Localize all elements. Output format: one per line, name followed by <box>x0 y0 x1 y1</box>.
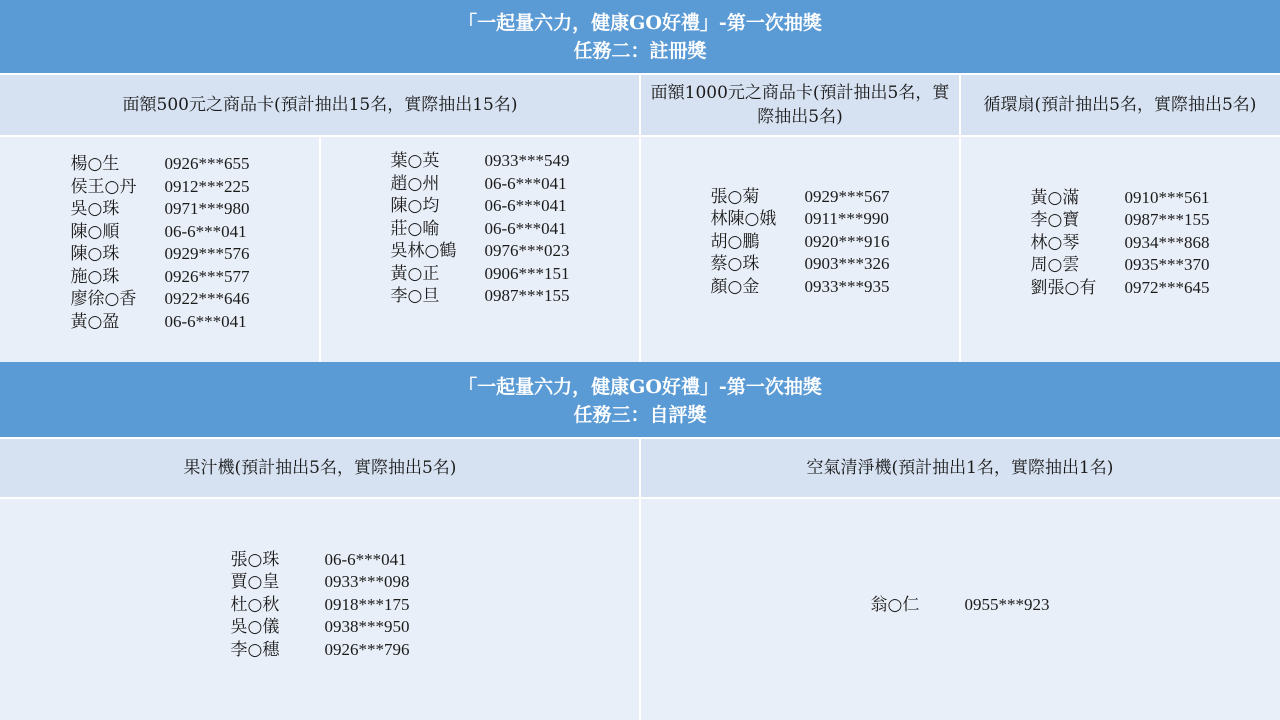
winner-name: 趙○州 <box>390 173 440 194</box>
winner-name: 黃○滿 <box>1030 187 1080 208</box>
winner-phone: 0912***225 <box>164 176 250 196</box>
winner-phone: 06-6***041 <box>484 218 567 238</box>
section3-title: 「一起量六力，健康GO好禮」-第一次抽獎 <box>458 376 822 398</box>
section2-title: 「一起量六力，健康GO好禮」-第一次抽獎 <box>458 12 822 34</box>
winner-row <box>71 288 250 311</box>
winner-name: 林○琴 <box>1030 232 1080 253</box>
winner-phone: 0938***950 <box>324 617 410 637</box>
winner-phone: 06-6***041 <box>484 196 567 216</box>
winner-name: 莊○喻 <box>390 218 440 239</box>
winner-name: 張○菊 <box>710 186 760 207</box>
winner-phone: 0933***098 <box>324 572 410 592</box>
winner-phone: 0906***151 <box>484 263 570 283</box>
winner-list <box>871 594 1050 617</box>
winner-row <box>71 221 250 244</box>
section2-col-b-header: 面額1000元之商品卡(預計抽出5名，實際抽出5名) <box>640 74 960 136</box>
winner-name: 翁○仁 <box>870 594 920 615</box>
winner-phone: 0903***326 <box>804 254 890 274</box>
divider <box>319 136 321 362</box>
winner-row <box>1031 254 1210 277</box>
winner-name: 吳林○鶴 <box>390 241 457 262</box>
winner-phone: 0926***655 <box>164 154 250 173</box>
winner-name: 吳○儀 <box>230 617 280 638</box>
winner-phone: 0926***577 <box>164 266 250 286</box>
winner-row <box>391 150 570 173</box>
winner-row <box>231 549 410 572</box>
winner-phone: 0972***645 <box>1124 277 1210 297</box>
section2-col-a-header: 面額500元之商品卡(預計抽出15名，實際抽出15名) <box>0 74 640 136</box>
winner-name: 黃○盈 <box>70 311 120 332</box>
winner-name: 賈○皇 <box>230 572 280 593</box>
winner-phone: 0987***155 <box>484 286 570 306</box>
winner-row <box>391 285 570 308</box>
winner-phone: 0933***549 <box>484 151 570 171</box>
winner-name: 蔡○珠 <box>710 254 760 275</box>
winner-row <box>711 208 890 231</box>
winner-name: 杜○秋 <box>230 594 280 615</box>
winner-phone: 06-6***041 <box>484 173 567 193</box>
section3-col-a-body <box>0 498 640 720</box>
winner-list <box>71 153 250 333</box>
winner-phone: 0910***561 <box>1124 187 1210 207</box>
section3-col-a-header: 果汁機(預計抽出5名，實際抽出5名) <box>0 438 640 498</box>
winner-row <box>231 639 410 662</box>
winner-phone: 0926***796 <box>324 639 410 659</box>
winner-row <box>391 173 570 196</box>
winner-name: 陳○順 <box>70 221 120 242</box>
winner-name: 陳○均 <box>390 196 440 217</box>
winner-name: 劉張○有 <box>1030 277 1097 298</box>
winner-row <box>1031 209 1210 232</box>
winner-name: 李○寶 <box>1030 210 1080 231</box>
winner-phone: 06-6***041 <box>324 549 407 569</box>
winner-phone: 0920***916 <box>804 231 890 251</box>
section2-subtitle: 任務二：註冊獎 <box>573 40 707 62</box>
section3-col-b-header: 空氣清淨機(預計抽出1名，實際抽出1名) <box>640 438 1280 498</box>
winner-row <box>871 594 1050 617</box>
winner-name: 黃○正 <box>390 263 440 284</box>
winner-list <box>231 549 410 662</box>
winner-phone: 0955***923 <box>964 594 1050 614</box>
winner-phone: 0933***935 <box>804 276 890 296</box>
winner-phone: 0935***370 <box>1124 255 1210 275</box>
winner-phone: 0987***155 <box>1124 210 1210 230</box>
winner-row <box>391 218 570 241</box>
winner-name: 葉○英 <box>390 151 440 172</box>
winner-phone: 06-6***041 <box>164 221 247 241</box>
winner-name: 胡○鵬 <box>710 231 760 252</box>
winner-row <box>71 153 250 176</box>
winner-phone: 0929***576 <box>164 244 250 263</box>
section2-col-a-left-body <box>0 136 320 362</box>
winner-name: 楊○生 <box>70 154 120 174</box>
winner-name: 施○珠 <box>70 266 120 287</box>
winner-list <box>1031 187 1210 300</box>
winner-name: 顏○金 <box>710 276 760 297</box>
winner-row <box>231 594 410 617</box>
winner-phone: 0918***175 <box>324 594 410 614</box>
divider <box>639 74 641 362</box>
winner-row <box>711 253 890 276</box>
winner-phone: 06-6***041 <box>164 311 247 331</box>
winner-name: 侯王○丹 <box>70 176 137 197</box>
winner-row <box>711 186 890 209</box>
section2-col-c-header: 循環扇(預計抽出5名，實際抽出5名) <box>960 74 1280 136</box>
winner-name: 廖徐○香 <box>70 289 137 309</box>
winner-phone: 0971***980 <box>164 199 250 218</box>
winner-row <box>391 195 570 218</box>
winner-name: 李○穗 <box>230 639 280 660</box>
winner-list <box>711 186 890 299</box>
winner-row <box>71 243 250 266</box>
winner-row <box>1031 277 1210 300</box>
section2-col-c-body <box>960 136 1280 362</box>
winner-row <box>1031 232 1210 255</box>
section2-col-b-body <box>640 136 960 362</box>
winner-row <box>1031 187 1210 210</box>
winner-phone: 0922***646 <box>164 289 250 308</box>
section2-col-a-right-body <box>320 136 640 362</box>
winner-phone: 0934***868 <box>1124 232 1210 252</box>
winner-name: 陳○珠 <box>70 244 120 264</box>
winner-row <box>71 198 250 221</box>
winner-name: 張○珠 <box>230 549 280 570</box>
divider <box>959 74 961 362</box>
winner-row <box>71 266 250 289</box>
winner-name: 周○雲 <box>1030 255 1080 276</box>
winner-row <box>71 311 250 334</box>
section3-title-banner <box>0 362 1280 438</box>
winner-list <box>391 150 570 308</box>
section3-col-b-body <box>640 498 1280 720</box>
winner-row <box>391 263 570 286</box>
section2-title-banner <box>0 0 1280 74</box>
winner-row <box>711 231 890 254</box>
winner-name: 林陳○娥 <box>710 209 777 230</box>
winner-row <box>71 176 250 199</box>
winner-row <box>711 276 890 299</box>
divider <box>639 438 641 720</box>
winner-phone: 0911***990 <box>804 209 889 229</box>
winner-row <box>231 616 410 639</box>
section3-subtitle: 任務三：自評獎 <box>573 404 707 426</box>
winner-phone: 0976***023 <box>484 241 570 261</box>
winner-name: 吳○珠 <box>70 199 120 219</box>
winner-row <box>391 240 570 263</box>
winner-row <box>231 571 410 594</box>
winner-name: 李○旦 <box>390 286 440 307</box>
winner-phone: 0929***567 <box>804 186 890 206</box>
